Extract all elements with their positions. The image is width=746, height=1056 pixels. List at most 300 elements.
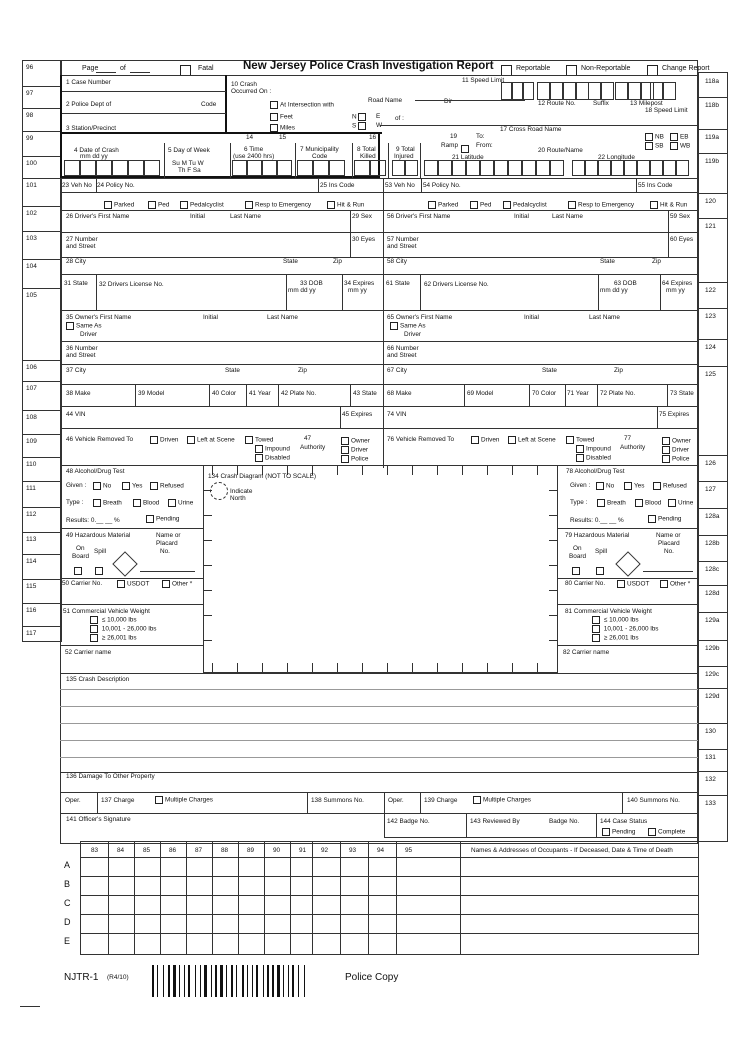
digit-entry-box[interactable]	[144, 160, 160, 176]
v2-ped-checkbox[interactable]	[470, 201, 478, 209]
v1-owner-state-label: State	[225, 367, 240, 374]
occupant-column-header: 91	[299, 847, 307, 854]
label-15: 15	[279, 134, 287, 141]
officer-signature-label: 141 Officer's Signature	[66, 816, 131, 823]
v1-year-label: 41 Year	[249, 390, 271, 397]
feet-checkbox[interactable]	[270, 113, 278, 121]
s-checkbox[interactable]	[358, 122, 366, 130]
v1-results-label: Results: 0.__ __ %	[66, 517, 120, 524]
v2-plate-label: 72 Plate No.	[600, 390, 636, 397]
v2-hazmat-label: 79 Hazardous Material	[565, 532, 630, 539]
v2-other-checkbox[interactable]	[660, 580, 668, 588]
left-row-number: 104	[26, 263, 37, 270]
v2-carrier-label: 80 Carrier No.	[565, 580, 606, 587]
digit-entry-box[interactable]	[637, 160, 650, 176]
left-row-number: 112	[26, 511, 37, 518]
s-label: S	[352, 122, 357, 130]
right-row-number: 119a	[705, 134, 719, 141]
digit-entry-box[interactable]	[508, 160, 522, 176]
v2-hit-run-checkbox[interactable]	[650, 201, 658, 209]
miles-checkbox[interactable]	[270, 124, 278, 132]
v2-police-label: Police	[672, 455, 690, 463]
v1-left-scene-checkbox[interactable]	[187, 436, 195, 444]
v2-breath-checkbox[interactable]	[597, 499, 605, 507]
diagram-tick	[362, 466, 363, 475]
v1-blood-label: Blood	[143, 499, 160, 507]
occupants-names-header: Names & Addresses of Occupants - If Deceased, Date & Time of Death	[471, 847, 673, 854]
v1-hit-run-checkbox[interactable]	[327, 201, 335, 209]
label-14: 14	[246, 134, 254, 141]
v2-owner-checkbox[interactable]	[662, 437, 670, 445]
v2-driver-checkbox[interactable]	[662, 446, 670, 454]
left-row-number: 102	[26, 210, 37, 217]
w-label: W	[376, 122, 383, 129]
v1-street-label: and Street	[66, 243, 96, 250]
n-label: N	[352, 113, 357, 121]
v1-authority-number: 47	[304, 435, 312, 442]
v2-driver2-label: Driver	[672, 446, 690, 454]
north-indicator-circle[interactable]	[210, 482, 228, 500]
barcode-bar	[252, 965, 253, 997]
v1-impound-label: Impound	[265, 445, 290, 453]
days-line2: Th F Sa	[178, 167, 201, 174]
digit-entry-box[interactable]	[650, 160, 663, 176]
description-line[interactable]	[60, 740, 698, 741]
diagram-tick	[512, 466, 513, 475]
v2-weight3-checkbox[interactable]	[592, 634, 600, 642]
v2-owner-initial-label: Initial	[524, 314, 539, 321]
right-row-number: 130	[705, 728, 716, 735]
v1-driver-checkbox[interactable]	[341, 446, 349, 454]
v1-name-or-label: Name or	[156, 532, 181, 539]
route-digit-box[interactable]	[523, 82, 534, 100]
v1-weight3-checkbox[interactable]	[90, 634, 98, 642]
of-colon-label: of :	[395, 115, 404, 122]
digit-entry-box[interactable]	[522, 160, 536, 176]
v2-on-board-checkbox[interactable]	[572, 567, 580, 575]
v1-last-name-label: Last Name	[230, 213, 261, 220]
v2-urine-checkbox[interactable]	[668, 499, 676, 507]
v1-owner-checkbox[interactable]	[341, 437, 349, 445]
left-row-number: 97	[26, 90, 34, 97]
v2-pending-checkbox[interactable]	[648, 515, 656, 523]
v2-police-checkbox[interactable]	[662, 455, 670, 463]
of-field[interactable]	[130, 66, 150, 73]
v2-usdot-checkbox[interactable]	[617, 580, 625, 588]
digit-entry-box[interactable]	[624, 160, 637, 176]
at-intersection-checkbox[interactable]	[270, 101, 278, 109]
v2-authority-label: Authority	[620, 444, 646, 451]
right-row-number: 133	[705, 800, 716, 807]
right-row-number: 118b	[705, 102, 719, 109]
occurred-on-label: Occurred On :	[231, 88, 272, 95]
occupant-column-header: 88	[221, 847, 229, 854]
description-line[interactable]	[60, 689, 698, 690]
v2-driven-label: Driven	[481, 436, 500, 444]
occupant-column-header: 87	[195, 847, 203, 854]
table-row[interactable]	[80, 857, 699, 858]
v1-test-no-checkbox[interactable]	[93, 482, 101, 490]
v1-no-label: No	[103, 482, 112, 490]
v1-breath-label: Breath	[103, 499, 122, 507]
v2-pedalcyclist-checkbox[interactable]	[503, 201, 511, 209]
route-digit-box[interactable]	[512, 82, 523, 100]
digit-entry-box[interactable]	[96, 160, 112, 176]
occupant-row-label: B	[64, 879, 71, 889]
digit-entry-box[interactable]	[663, 160, 676, 176]
v1-spill-label: Spill	[94, 548, 107, 555]
digit-entry-box[interactable]	[313, 160, 329, 176]
page-field[interactable]	[96, 66, 116, 73]
nb-checkbox[interactable]	[645, 133, 653, 141]
sb-label: SB	[655, 142, 664, 150]
case-number-label: 1 Case Number	[66, 79, 111, 86]
v2-resp-emergency-label: Resp to Emergency	[578, 201, 635, 209]
table-row[interactable]	[80, 933, 699, 934]
summons138-label: 138 Summons No.	[311, 797, 364, 804]
from-label: From:	[476, 142, 493, 149]
crash-diagram-area[interactable]	[203, 465, 558, 673]
diagram-tick	[462, 663, 463, 672]
multiple-charges-2-label: Multiple Charges	[483, 796, 531, 804]
occupants-table	[80, 841, 699, 955]
digit-entry-box[interactable]	[536, 160, 550, 176]
v1-urine-checkbox[interactable]	[168, 499, 176, 507]
v2-disabled-checkbox[interactable]	[576, 454, 584, 462]
v2-no-label: No	[606, 482, 615, 490]
digit-entry-box[interactable]	[611, 160, 624, 176]
v1-pending-checkbox[interactable]	[146, 515, 154, 523]
v1-breath-checkbox[interactable]	[93, 499, 101, 507]
table-row[interactable]	[80, 895, 699, 896]
route-digit-box[interactable]	[663, 82, 676, 100]
digit-entry-box[interactable]	[585, 160, 598, 176]
right-row-number: 118a	[705, 78, 719, 85]
v2-towed-checkbox[interactable]	[566, 436, 574, 444]
change-report-label: Change Report	[662, 65, 710, 72]
digit-entry-box[interactable]	[598, 160, 611, 176]
occupant-column-header: 92	[321, 847, 329, 854]
digit-entry-box[interactable]	[424, 160, 438, 176]
left-row-number: 117	[26, 630, 37, 637]
digit-entry-box[interactable]	[128, 160, 144, 176]
route-digit-box[interactable]	[650, 82, 663, 100]
diagram-tick	[204, 640, 212, 641]
v2-ins-code-label: 55 Ins Code	[638, 182, 673, 189]
description-line[interactable]	[60, 757, 698, 758]
v1-vin-label: 44 VIN	[66, 411, 86, 418]
fatal-label: Fatal	[198, 65, 214, 72]
label-16: 16	[369, 134, 377, 141]
digit-entry-box[interactable]	[452, 160, 466, 176]
v1-weight2-label: 10,001 - 26,000 lbs	[101, 625, 157, 633]
v1-refused-label: Refused	[160, 482, 184, 490]
table-row[interactable]	[80, 876, 699, 877]
police-copy-label: Police Copy	[345, 972, 399, 983]
latitude-label: 21 Latitude	[452, 154, 484, 161]
v1-eyes-label: 30 Eyes	[352, 236, 376, 243]
v2-spill-label: Spill	[595, 548, 608, 555]
diagram-tick	[549, 640, 557, 641]
diagram-tick	[512, 663, 513, 672]
v2-weight3-label: ≥ 26,001 lbs	[603, 634, 639, 642]
barcode-bar	[298, 965, 299, 997]
right-row-number: 121	[705, 223, 716, 230]
v1-on-board-checkbox[interactable]	[74, 567, 82, 575]
digit-entry-box[interactable]	[329, 160, 345, 176]
v1-dob-label: 33 DOB	[300, 280, 323, 287]
multiple-charges-1-checkbox[interactable]	[155, 796, 163, 804]
v1-test-yes-checkbox[interactable]	[122, 482, 130, 490]
v2-test-no-checkbox[interactable]	[596, 482, 604, 490]
miles-label: Miles	[280, 124, 295, 132]
occupant-column-header: 85	[143, 847, 151, 854]
date-of-crash-label: 4 Date of Crash	[74, 147, 119, 154]
non-reportable-label: Non-Reportable	[581, 65, 631, 72]
nb-label: NB	[655, 133, 664, 141]
v2-last-name-label: Last Name	[552, 213, 583, 220]
left-row-number: 105	[26, 292, 37, 299]
v2-owner-zip-label: Zip	[614, 367, 623, 374]
digit-entry-box[interactable]	[80, 160, 96, 176]
at-intersection-label: At Intersection with	[280, 101, 334, 109]
right-row-number: 123	[705, 313, 716, 320]
barcode-bar	[236, 965, 237, 997]
v1-owner-number-label: 36 Number	[66, 345, 98, 352]
digit-entry-box[interactable]	[370, 160, 386, 176]
digit-entry-box[interactable]	[354, 160, 370, 176]
indicate-label: Indicate	[230, 488, 253, 495]
v2-authority-number: 77	[624, 435, 632, 442]
diagram-tick	[437, 663, 438, 672]
v2-test-yes-checkbox[interactable]	[624, 482, 632, 490]
n-checkbox[interactable]	[358, 113, 366, 121]
left-row-number: 107	[26, 385, 37, 392]
description-line[interactable]	[60, 723, 698, 724]
v2-make-label: 68 Make	[387, 390, 412, 397]
table-row[interactable]	[80, 914, 699, 915]
v2-expires-label: 64 Expires	[662, 280, 693, 287]
digit-entry-box[interactable]	[550, 160, 564, 176]
v1-spill-checkbox[interactable]	[95, 567, 103, 575]
v1-initial-label: Initial	[190, 213, 205, 220]
road-name-label: Road Name	[368, 97, 403, 104]
v1-dob-format: mm dd yy	[288, 287, 316, 294]
ramp-checkbox[interactable]	[461, 145, 469, 153]
left-row-number: 98	[26, 112, 34, 119]
label-19: 19	[450, 133, 458, 140]
v1-disabled-checkbox[interactable]	[255, 454, 263, 462]
digit-entry-box[interactable]	[405, 160, 418, 176]
v2-policy-label: 54 Policy No.	[423, 182, 461, 189]
v2-parked-label: Parked	[438, 201, 459, 209]
v2-vin-expires-label: 75 Expires	[659, 411, 690, 418]
v2-impound-checkbox[interactable]	[576, 445, 584, 453]
v2-resp-emergency-checkbox[interactable]	[568, 201, 576, 209]
v2-urine-label: Urine	[678, 499, 694, 507]
route-digit-box[interactable]	[601, 82, 614, 100]
occupant-row-label: C	[64, 898, 71, 908]
occupant-row-label: A	[64, 860, 71, 870]
digit-entry-box[interactable]	[247, 160, 262, 176]
page-label: Page	[82, 65, 99, 72]
time-label: 6 Time	[244, 146, 264, 153]
multiple-charges-2-checkbox[interactable]	[473, 796, 481, 804]
route-digit-box[interactable]	[615, 82, 628, 100]
digit-entry-box[interactable]	[480, 160, 494, 176]
v1-policy-label: 24 Policy No.	[97, 182, 135, 189]
barcode-bar	[231, 965, 233, 997]
v2-number-label: 57 Number	[387, 236, 419, 243]
v1-pedalcyclist-checkbox[interactable]	[180, 201, 188, 209]
v1-given-label: Given :	[66, 482, 87, 489]
v2-left-scene-checkbox[interactable]	[508, 436, 516, 444]
barcode-bar	[179, 965, 180, 997]
v2-type-label: Type :	[570, 499, 588, 506]
diagram-tick	[549, 515, 557, 516]
barcode-bar	[226, 965, 227, 997]
v2-placard-label: Placard	[658, 540, 680, 547]
barcode-bar	[211, 965, 212, 997]
v1-other-label: Other *	[172, 580, 193, 588]
v1-impound-checkbox[interactable]	[255, 445, 263, 453]
barcode-bar	[292, 965, 294, 997]
v1-usdot-checkbox[interactable]	[117, 580, 125, 588]
v1-resp-emergency-checkbox[interactable]	[245, 201, 253, 209]
v2-weight1-checkbox[interactable]	[592, 616, 600, 624]
barcode-bar	[247, 965, 248, 997]
total-killed-label: 8 Total	[357, 146, 376, 153]
speed-limit-label: 11 Speed Limit	[462, 77, 505, 84]
left-row-number: 100	[26, 160, 37, 167]
v1-veh-no-label: 23 Veh No	[62, 182, 92, 189]
v2-weight2-label: 10,001 - 26,000 lbs	[603, 625, 659, 633]
v1-carrier-label: 50 Carrier No.	[62, 580, 103, 587]
digit-entry-box[interactable]	[232, 160, 247, 176]
v2-weight2-checkbox[interactable]	[592, 625, 600, 633]
v2-exp-format: mm yy	[666, 287, 685, 294]
right-row-number: 128b	[705, 540, 720, 547]
diagram-tick	[412, 466, 413, 475]
diagram-tick	[204, 540, 212, 541]
v1-driven-checkbox[interactable]	[150, 436, 158, 444]
feet-label: Feet	[280, 113, 293, 121]
v2-ped-label: Ped	[480, 201, 492, 209]
v2-color-label: 70 Color	[532, 390, 557, 397]
v1-plate-state-label: 43 State	[353, 390, 377, 397]
digit-entry-box[interactable]	[572, 160, 585, 176]
diagram-tick	[204, 615, 212, 616]
barcode-bar	[256, 965, 258, 997]
digit-entry-box[interactable]	[262, 160, 277, 176]
digit-entry-box[interactable]	[676, 160, 689, 176]
v2-state-label: State	[600, 258, 615, 265]
digit-entry-box[interactable]	[392, 160, 405, 176]
v2-hit-run-label: Hit & Run	[660, 201, 688, 209]
v2-driver-first-label: 56 Driver's First Name	[387, 213, 451, 220]
v1-other-checkbox[interactable]	[162, 580, 170, 588]
v1-weight2-checkbox[interactable]	[90, 625, 98, 633]
v1-number-label: 27 Number	[66, 236, 98, 243]
route-digit-box[interactable]	[537, 82, 550, 100]
v1-ped-checkbox[interactable]	[148, 201, 156, 209]
digit-entry-box[interactable]	[297, 160, 313, 176]
diagram-tick	[212, 663, 213, 672]
v2-model-label: 69 Model	[467, 390, 494, 397]
v1-owner-first-label: 35 Owner's First Name	[66, 314, 132, 321]
oper2-label: Oper.	[388, 797, 404, 804]
v1-removed-to-label: 46 Vehicle Removed To	[66, 436, 134, 443]
of-label: of	[120, 65, 126, 72]
barcode-bar	[163, 965, 164, 997]
v2-license-label: 62 Drivers License No.	[424, 281, 489, 288]
v1-towed-label: Towed	[255, 436, 274, 444]
v2-parked-checkbox[interactable]	[428, 201, 436, 209]
digit-entry-box[interactable]	[494, 160, 508, 176]
right-row-number: 124	[705, 344, 716, 351]
digit-entry-box[interactable]	[112, 160, 128, 176]
barcode-bar	[152, 965, 154, 997]
route-digit-box[interactable]	[563, 82, 576, 100]
v2-veh-no-label: 53 Veh No	[385, 182, 415, 189]
v2-same-as-driver-checkbox[interactable]	[390, 322, 398, 330]
digit-entry-box[interactable]	[277, 160, 292, 176]
wb-checkbox[interactable]	[670, 142, 678, 150]
v1-resp-emergency-label: Resp to Emergency	[255, 201, 312, 209]
v1-disabled-label: Disabled	[265, 454, 290, 462]
v1-type-label: Type :	[66, 499, 84, 506]
v2-driven-checkbox[interactable]	[471, 436, 479, 444]
diagram-tick	[204, 590, 212, 591]
v2-test-refused-checkbox[interactable]	[653, 482, 661, 490]
v2-weight1-label: ≤ 10,000 lbs	[603, 616, 639, 624]
eb-checkbox[interactable]	[670, 133, 678, 141]
v1-police-checkbox[interactable]	[341, 455, 349, 463]
v1-same-as-driver-checkbox[interactable]	[66, 322, 74, 330]
v1-blood-checkbox[interactable]	[133, 499, 141, 507]
description-line[interactable]	[60, 706, 698, 707]
v2-board-label: Board	[569, 553, 587, 560]
digit-entry-box[interactable]	[64, 160, 80, 176]
digit-entry-box[interactable]	[438, 160, 452, 176]
route-digit-box[interactable]	[501, 82, 512, 100]
barcode-bar	[204, 965, 207, 997]
v2-alcohol-label: 78 Alcohol/Drug Test	[566, 468, 625, 475]
v2-dob-label: 63 DOB	[614, 280, 637, 287]
v1-weight1-checkbox[interactable]	[90, 616, 98, 624]
route-digit-box[interactable]	[550, 82, 563, 100]
sb-checkbox[interactable]	[645, 142, 653, 150]
v2-blood-checkbox[interactable]	[635, 499, 643, 507]
e-label: E	[376, 113, 381, 120]
barcode-bar	[173, 965, 176, 997]
occupant-column-header: 84	[117, 847, 125, 854]
digit-entry-box[interactable]	[466, 160, 480, 176]
v2-owner-state-label: State	[542, 367, 557, 374]
milepost-label: 13 Milepost	[630, 100, 663, 107]
badge142-label: 142 Badge No.	[387, 818, 430, 825]
v1-owner-street-label: and Street	[66, 352, 96, 359]
v1-test-refused-checkbox[interactable]	[150, 482, 158, 490]
right-row-number: 129d	[705, 693, 720, 700]
route-digit-box[interactable]	[588, 82, 601, 100]
v2-owner-number-label: 66 Number	[387, 345, 419, 352]
v2-spill-checkbox[interactable]	[596, 567, 604, 575]
v1-parked-checkbox[interactable]	[104, 201, 112, 209]
route-digit-box[interactable]	[628, 82, 641, 100]
v1-towed-checkbox[interactable]	[245, 436, 253, 444]
right-row-number: 127	[705, 486, 716, 493]
